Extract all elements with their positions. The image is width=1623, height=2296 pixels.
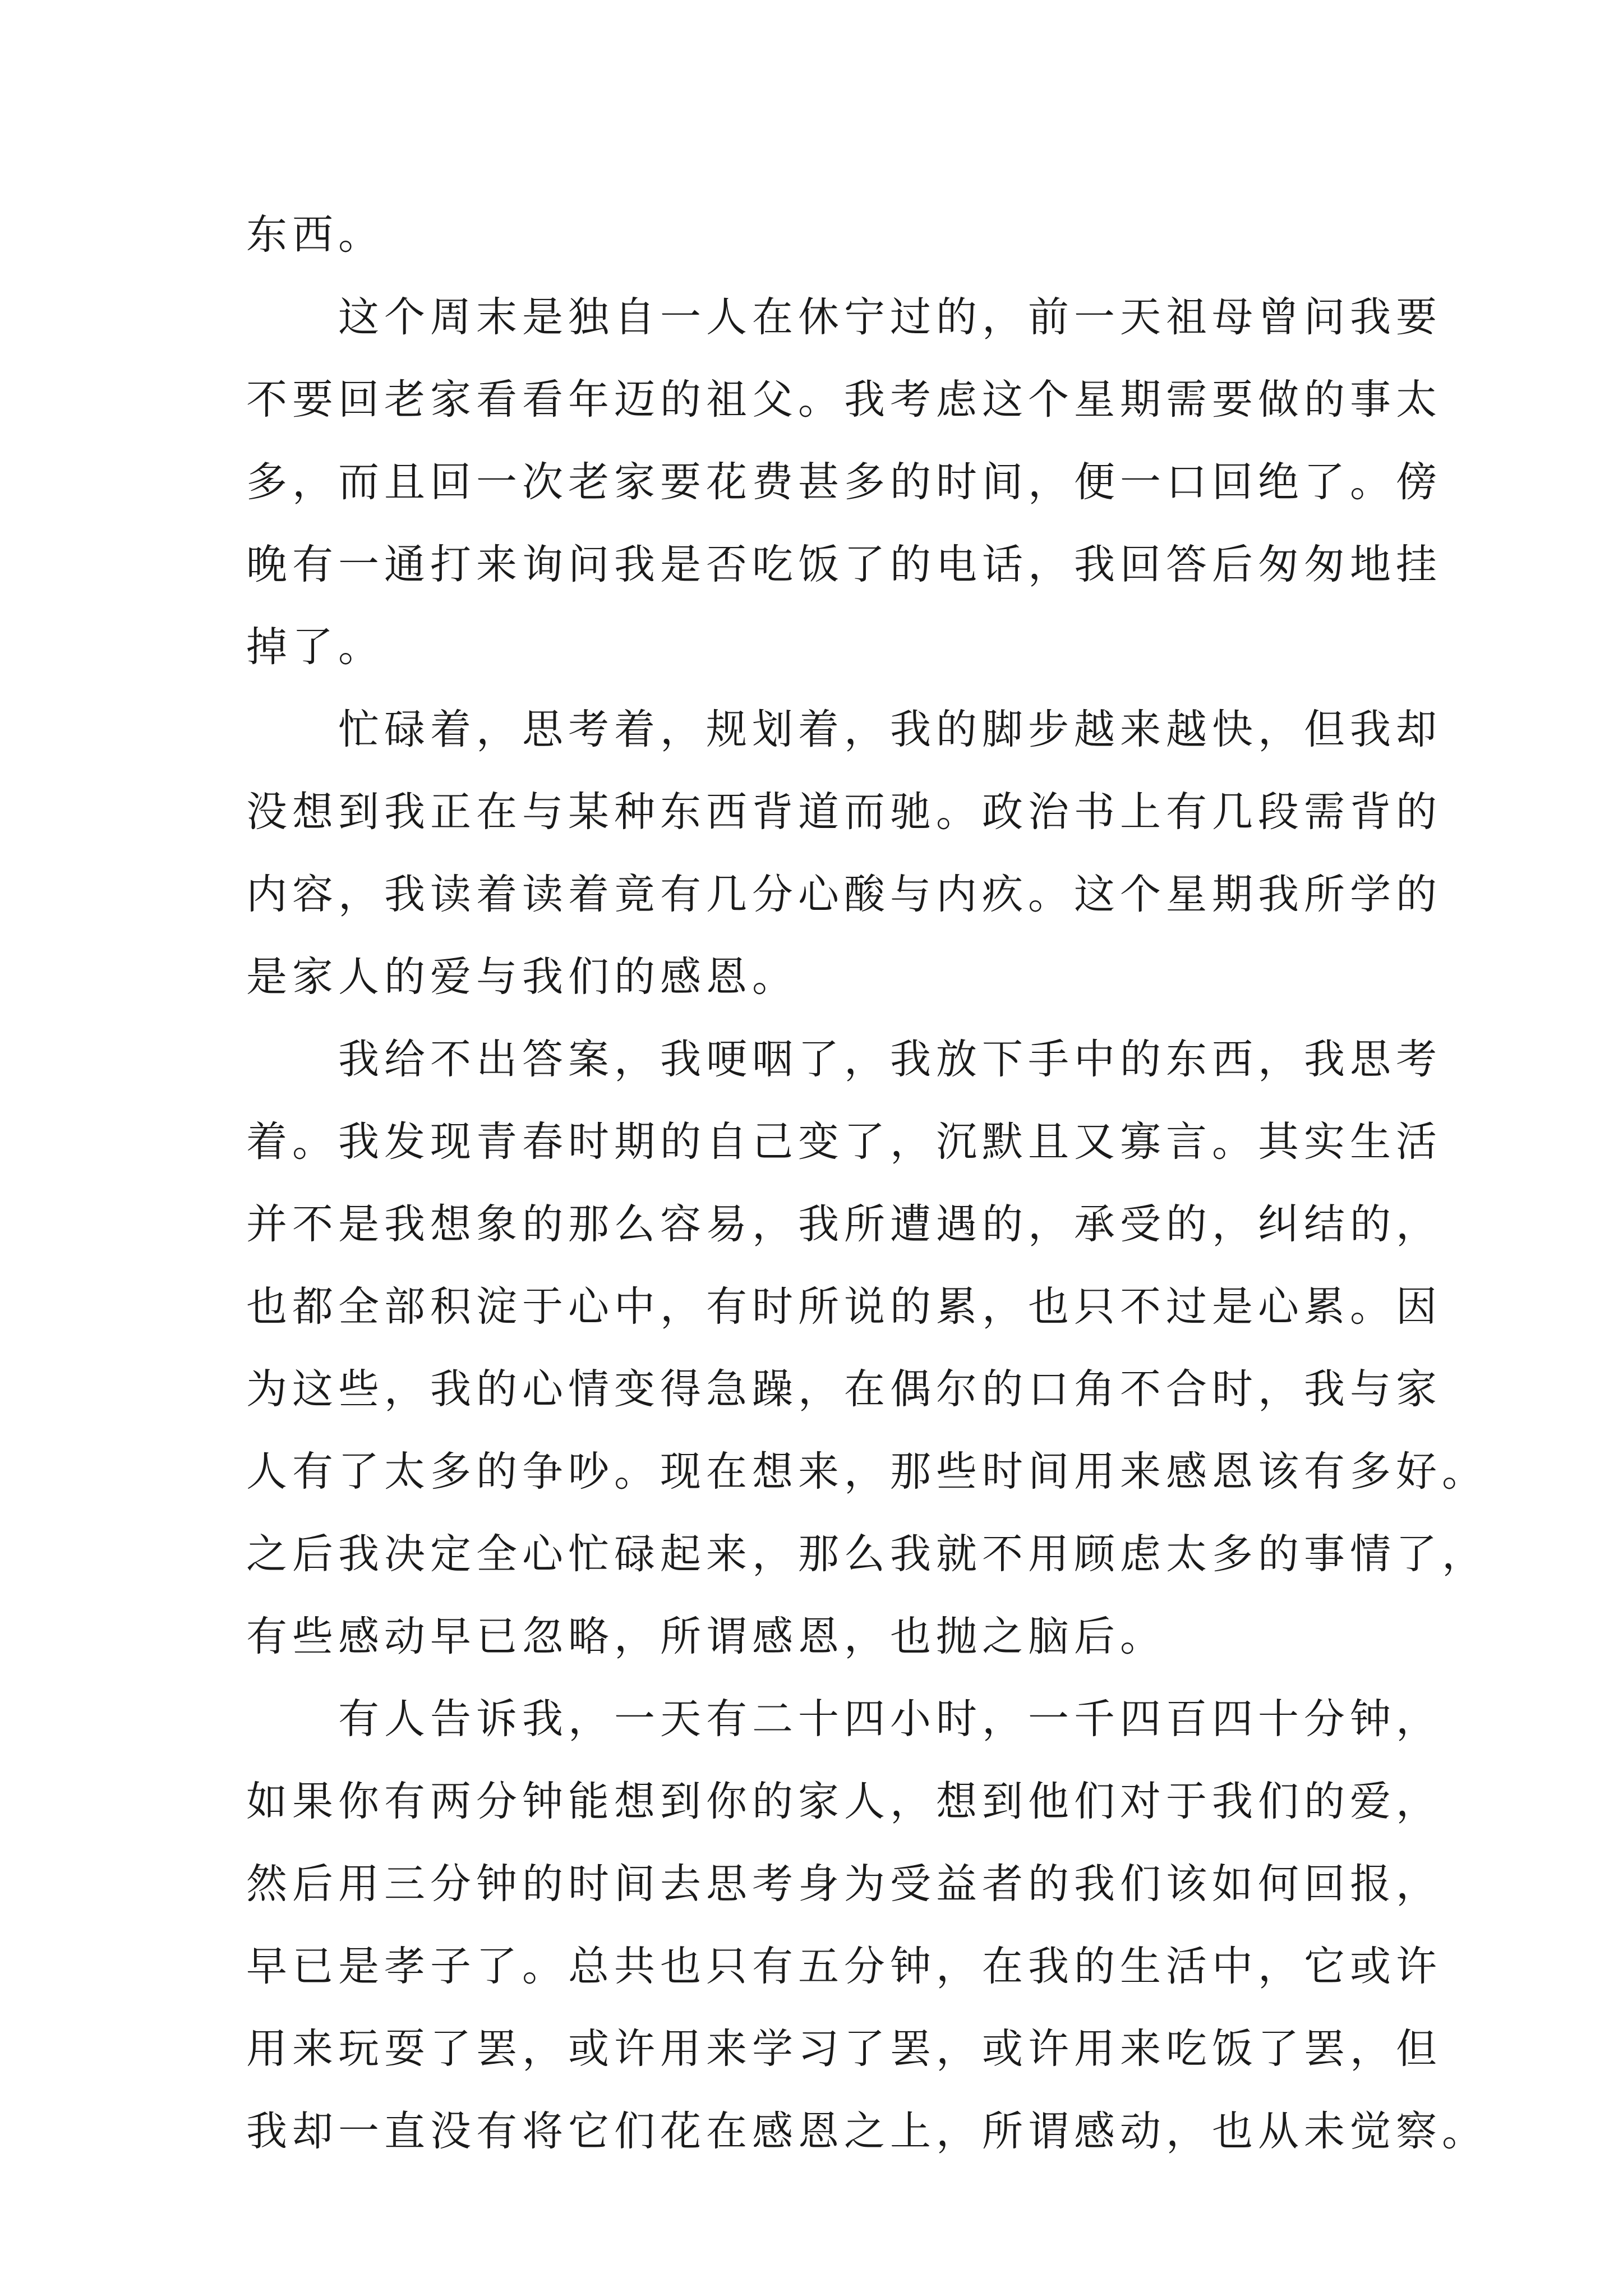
text-line: 不要回老家看看年迈的祖父。我考虑这个星期需要做的事太 xyxy=(246,376,1442,424)
text-line: 我却一直没有将它们花在感恩之上，所谓感动，也从未觉察。 xyxy=(246,2108,1488,2155)
text-line: 东西。 xyxy=(246,211,384,259)
text-line: 早已是孝子了。总共也只有五分钟，在我的生活中，它或许 xyxy=(246,1943,1442,1990)
text-line: 也都全部积淀于心中，有时所说的累，也只不过是心累。因 xyxy=(246,1283,1442,1331)
essay-body xyxy=(246,194,1488,2173)
text-line: 之后我决定全心忙碌起来，那么我就不用顾虑太多的事情了， xyxy=(246,1530,1488,1578)
text-line: 有人告诉我，一天有二十四小时，一千四百四十分钟， xyxy=(338,1695,1442,1743)
text-line: 着。我发现青春时期的自己变了，沉默且又寡言。其实生活 xyxy=(246,1118,1442,1166)
text-line: 晚有一通打来询问我是否吃饭了的电话，我回答后匆匆地挂 xyxy=(246,541,1442,588)
text-line: 是家人的爱与我们的感恩。 xyxy=(246,953,798,1001)
text-line: 为这些，我的心情变得急躁，在偶尔的口角不合时，我与家 xyxy=(246,1365,1442,1413)
text-line: 忙碌着，思考着，规划着，我的脚步越来越快，但我却 xyxy=(338,706,1442,753)
text-line: 没想到我正在与某种东西背道而驰。政治书上有几段需背的 xyxy=(246,788,1442,836)
text-line: 人有了太多的争吵。现在想来，那些时间用来感恩该有多好。 xyxy=(246,1448,1488,1496)
text-line: 多，而且回一次老家要花费甚多的时间，便一口回绝了。傍 xyxy=(246,458,1442,506)
text-line: 我给不出答案，我哽咽了，我放下手中的东西，我思考 xyxy=(338,1036,1442,1083)
text-line: 掉了。 xyxy=(246,623,384,671)
text-line: 这个周末是独自一人在休宁过的，前一天祖母曾问我要 xyxy=(338,293,1442,341)
text-line: 内容，我读着读着竟有几分心酸与内疚。这个星期我所学的 xyxy=(246,871,1442,918)
text-line: 用来玩耍了罢，或许用来学习了罢，或许用来吃饭了罢，但 xyxy=(246,2025,1442,2073)
text-line: 并不是我想象的那么容易，我所遭遇的，承受的，纠结的， xyxy=(246,1200,1442,1248)
text-line: 然后用三分钟的时间去思考身为受益者的我们该如何回报， xyxy=(246,1860,1442,1908)
text-line: 如果你有两分钟能想到你的家人，想到他们对于我们的爱， xyxy=(246,1778,1442,1825)
text-line: 有些感动早已忽略，所谓感恩，也抛之脑后。 xyxy=(246,1613,1166,1660)
